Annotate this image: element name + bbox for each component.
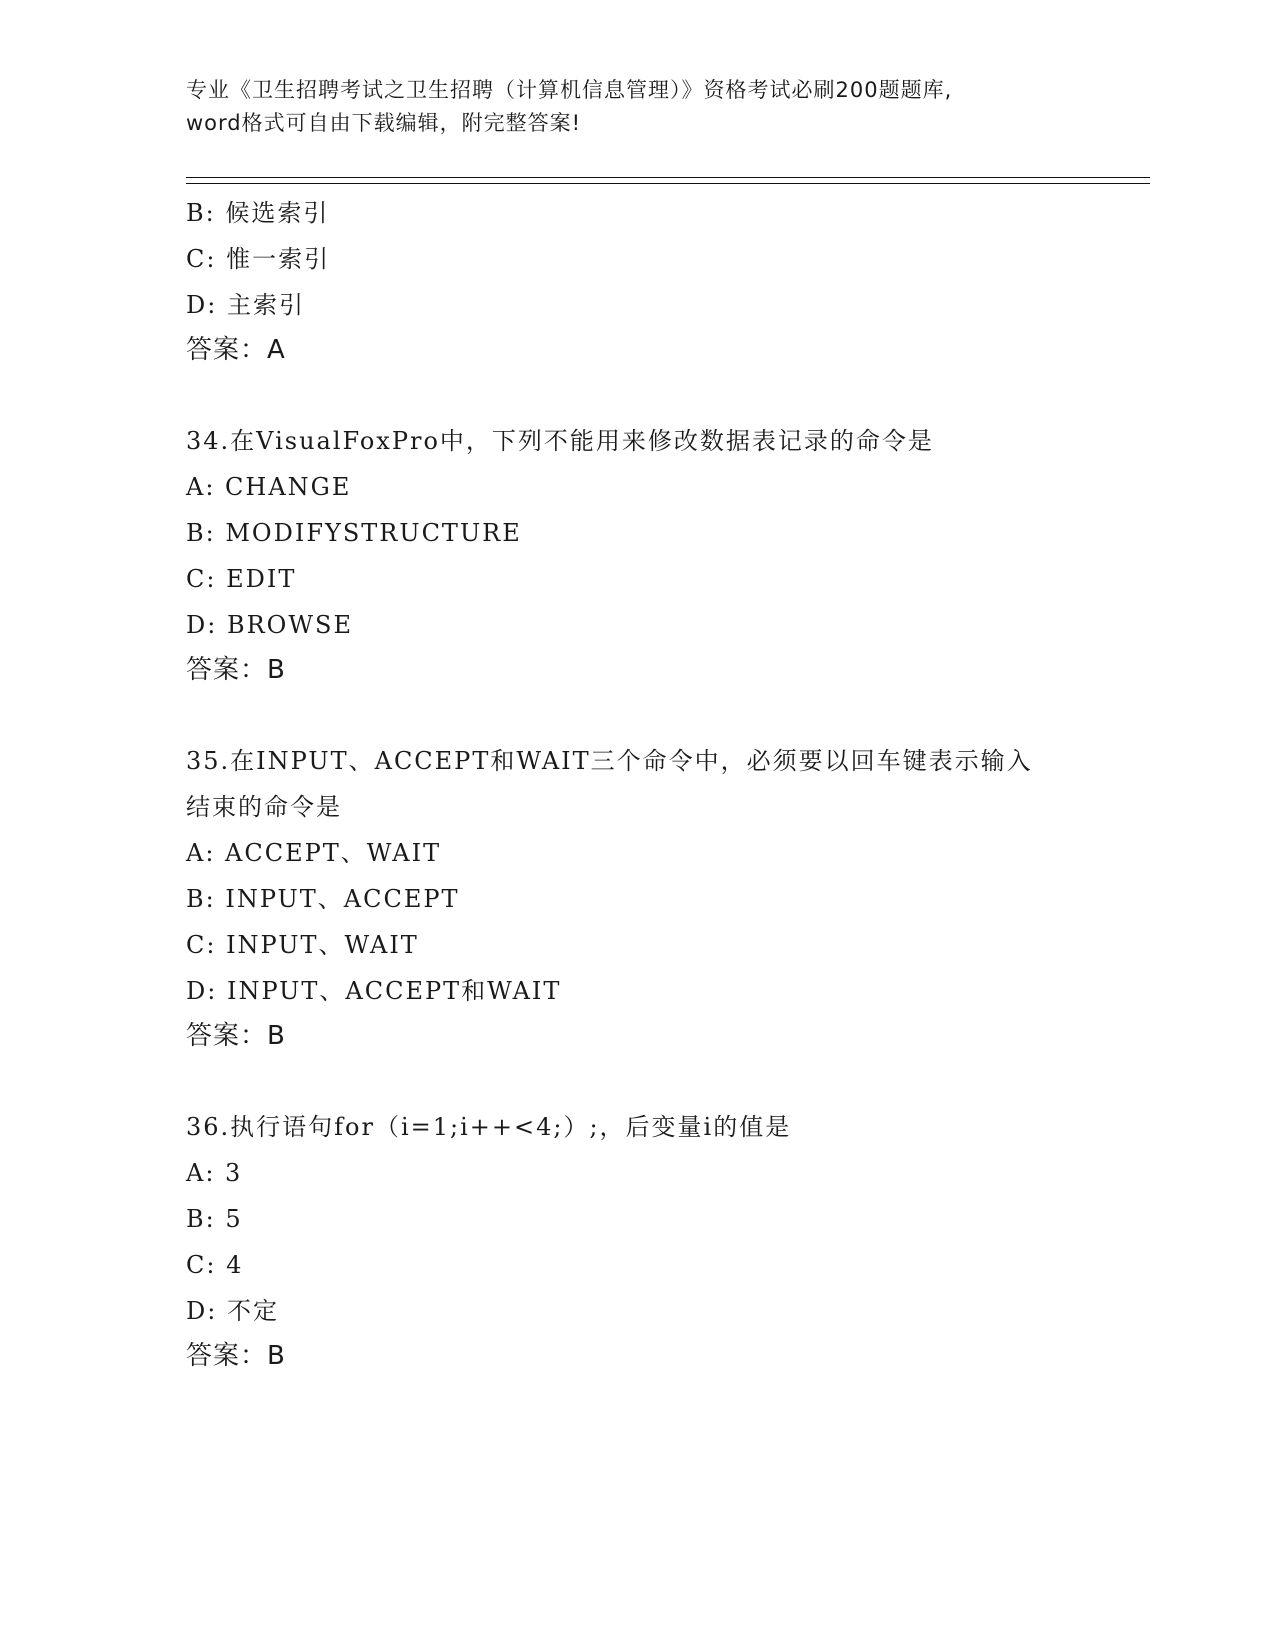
- option-d: D: BROWSE: [186, 611, 353, 639]
- question-text: 36.执行语句for（i=1;i++<4;）;，后变量i的值是: [186, 1113, 792, 1141]
- option-b: B: 5: [186, 1205, 243, 1233]
- question-34: [186, 418, 1086, 692]
- option-b: B: INPUT、ACCEPT: [186, 885, 460, 913]
- answer: 答案：B: [186, 655, 286, 685]
- question-text-line-2: 结束的命令是: [186, 793, 342, 821]
- spacer: [186, 372, 1086, 418]
- question-text-line-1: 35.在INPUT、ACCEPT和WAIT三个命令中，必须要以回车键表示输入: [186, 747, 1033, 775]
- answer: 答案：B: [186, 1341, 286, 1371]
- header-title-line-1: 专业《卫生招聘考试之卫生招聘（计算机信息管理）》资格考试必刷200题题库,: [186, 78, 953, 102]
- question-35: [186, 738, 1086, 1058]
- question-36: [186, 1104, 1086, 1378]
- option-b: B: 候选索引: [186, 199, 330, 227]
- option-d: D: 主索引: [186, 291, 305, 319]
- question-33: [186, 190, 1086, 372]
- header-divider-bottom: [186, 183, 1150, 184]
- header-title-line-2: word格式可自由下载编辑，附完整答案!: [186, 111, 582, 135]
- option-c: C: 惟一索引: [186, 245, 331, 273]
- option-c: C: 4: [186, 1251, 244, 1279]
- option-a: A: ACCEPT、WAIT: [186, 839, 442, 867]
- answer: 答案：B: [186, 1021, 286, 1051]
- document-header: [186, 74, 1076, 140]
- spacer: [186, 1058, 1086, 1104]
- option-d: D: INPUT、ACCEPT和WAIT: [186, 977, 562, 1005]
- question-text: 34.在VisualFoxPro中，下列不能用来修改数据表记录的命令是: [186, 427, 934, 455]
- spacer: [186, 692, 1086, 738]
- option-c: C: INPUT、WAIT: [186, 931, 419, 959]
- option-a: A: 3: [186, 1159, 243, 1187]
- option-a: A: CHANGE: [186, 473, 352, 501]
- question-list: [186, 190, 1086, 1378]
- option-d: D: 不定: [186, 1297, 279, 1325]
- answer: 答案：A: [186, 335, 286, 365]
- option-c: C: EDIT: [186, 565, 297, 593]
- option-b: B: MODIFYSTRUCTURE: [186, 519, 522, 547]
- header-divider-top: [186, 177, 1150, 178]
